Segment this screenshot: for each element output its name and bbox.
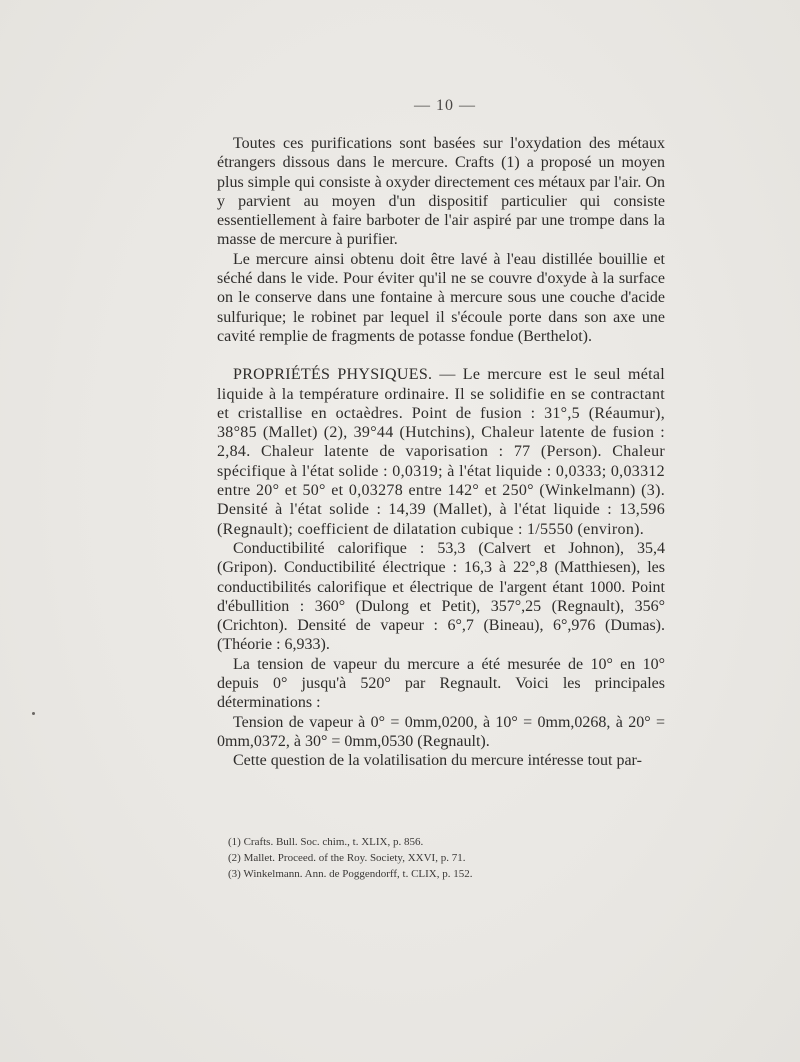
body-text xyxy=(217,134,665,771)
footnote-2: (2) Mallet. Proceed. of the Roy. Society, XXVI, p. 71. xyxy=(228,852,466,864)
paragraph-volatilisation: Cette question de la volatilisation du mercure intéresse tout par- xyxy=(233,752,642,770)
footnote-3: (3) Winkelmann. Ann. de Poggendorff, t. CLIX, p. 152. xyxy=(228,868,473,880)
ink-speck xyxy=(32,712,35,715)
section-spacer xyxy=(217,346,665,365)
paragraph-conductibilite: Conductibilité calorifique : 53,3 (Calvert et Johnon), 35,4 (Gripon). Conductibilité électrique : 16,3 à 22°,8 (Matthiesen), les conductibilités calorifique et électrique de l'argent étant 1000. Point d'ébullition : 360° (Dulong et Petit), 357°,25 (Regnault), 356° (Crichton). Densité de vapeur : 6°,7 (Bineau), 6°,976 (Dumas). (Théorie : 6,933). xyxy=(217,539,665,654)
page-number: — 10 — xyxy=(414,97,476,114)
paragraph-conservation: Le mercure ainsi obtenu doit être lavé à l'eau distillée bouillie et séché dans le vide. Pour éviter qu'il ne se couvre d'oxyde à la surface on le conserve dans une fontaine à mercure sous une couche d'acide sulfurique; le robinet par lequel il s'écoule porte dans son axe une cavité remplie de fragments de potasse fondue (Berthelot). xyxy=(217,250,665,345)
paragraph-tension-values: Tension de vapeur à 0° = 0mm,0200, à 10° = 0mm,0268, à 20° = 0mm,0372, à 30° = 0mm,0530 (Regnault). xyxy=(217,713,665,750)
footnotes xyxy=(228,834,658,882)
paragraph-proprietes-physiques: PROPRIÉTÉS PHYSIQUES. — Le mercure est le seul métal liquide à la température ordinaire. Il se solidifie en se contractant et cristallise en octaèdres. Point de fusion : 31°,5 (Réaumur), 38°85 (Mallet) (2), 39°44 (Hutchins), Chaleur latente de fusion : 2,84. Chaleur latente de vaporisation : 77 (Person). Chaleur spécifique à l'état solide : 0,0319; à l'état liquide : 0,0333; 0,03312 entre 20° et 50° et 0,03278 entre 142° et 250° (Winkelmann) (3). Densité à l'état solide : 14,39 (Mallet), à l'état liquide : 13,596 (Regnault); coefficient de dilatation cubique : 1/5550 (environ). xyxy=(217,366,665,538)
paragraph-purifications: Toutes ces purifications sont basées sur l'oxydation des métaux étrangers dissous dans le mercure. Crafts (1) a proposé un moyen plus simple qui consiste à oxyder directement ces métaux par l'air. On y parvient au moyen d'un dispositif particulier qui consiste essentiellement à faire barboter de l'air aspiré par une trompe dans la masse de mercure à purifier. xyxy=(217,135,665,249)
paragraph-tension-vapeur: La tension de vapeur du mercure a été mesurée de 10° en 10° depuis 0° jusqu'à 520° par Regnault. Voici les principales déterminations : xyxy=(217,655,665,712)
footnote-1: (1) Crafts. Bull. Soc. chim., t. XLIX, p. 856. xyxy=(228,836,424,848)
